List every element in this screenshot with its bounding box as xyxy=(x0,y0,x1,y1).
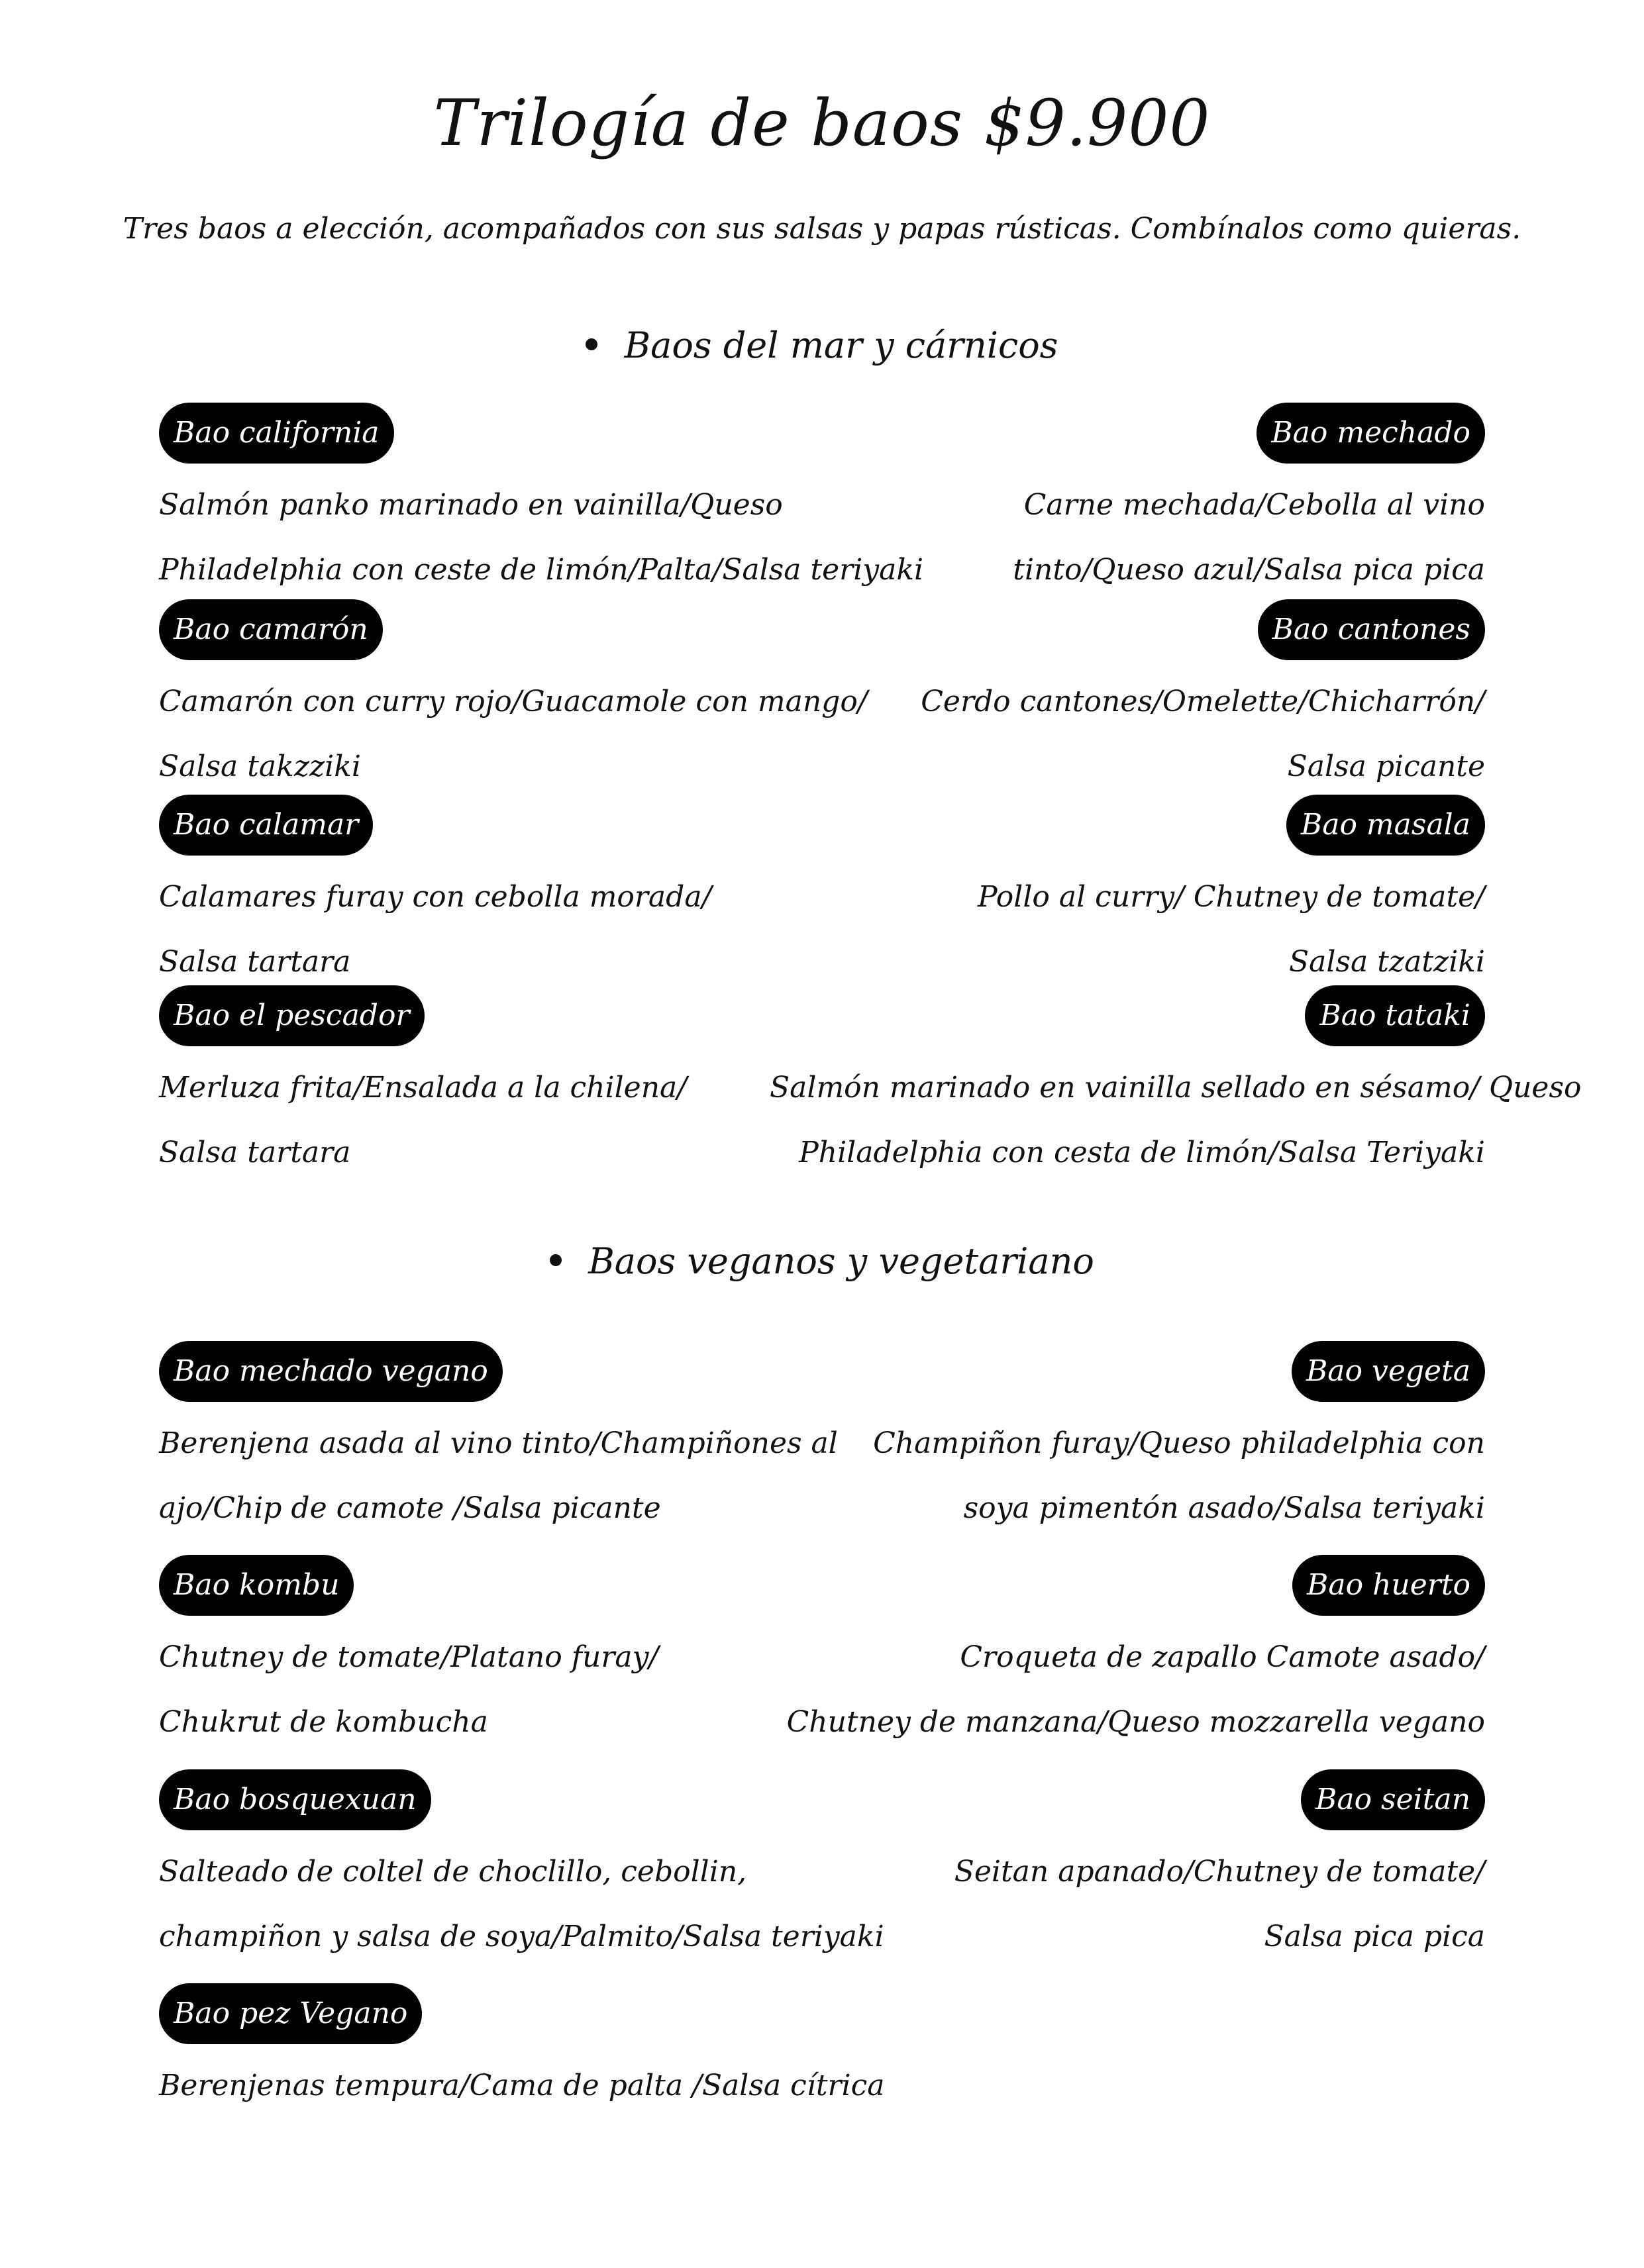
item-name-badge: Bao mechado xyxy=(1257,403,1485,464)
bullet-icon xyxy=(550,1254,562,1266)
description-line: Salsa takzziki xyxy=(159,750,361,783)
description-line: tinto/Queso azul/Salsa pica pica xyxy=(1013,553,1485,587)
description-line: Croqueta de zapallo Camote asado/ xyxy=(960,1640,1485,1674)
description-line: Chutney de manzana/Queso mozzarella vegano xyxy=(786,1705,1485,1739)
section-heading-label: Baos del mar y cárnicos xyxy=(624,324,1058,366)
description-line: Calamares furay con cebolla morada/ xyxy=(159,880,712,914)
description-line: Champiñon furay/Queso philadelphia con xyxy=(873,1426,1485,1460)
description-line: Pollo al curry/ Chutney de tomate/ xyxy=(977,880,1485,914)
item-description xyxy=(770,473,1485,603)
item-description xyxy=(770,1625,1485,1755)
item-description xyxy=(159,1411,874,1541)
description-line: Chutney de tomate/Platano furay/ xyxy=(159,1640,659,1674)
description-line: Salsa tartara xyxy=(159,945,351,979)
description-line: champiñon y salsa de soya/Palmito/Salsa teriyaki xyxy=(159,1920,884,1953)
description-line: Chukrut de kombucha xyxy=(159,1705,488,1739)
description-line: Berenjena asada al vino tinto/Champiñones al xyxy=(159,1426,838,1460)
description-line: Philadelphia con ceste de limón/Palta/Salsa teriyaki xyxy=(159,553,924,587)
item-name-badge: Bao pez Vegano xyxy=(159,1983,422,2044)
menu-item xyxy=(770,985,1582,1185)
description-line: Salsa tartara xyxy=(159,1136,351,1169)
item-name-badge: Bao huerto xyxy=(1292,1555,1485,1616)
description-line: Salsa pica pica xyxy=(1264,1920,1485,1953)
description-line: Salmón marinado en vainilla sellado en sésamo/ Queso xyxy=(770,1071,1582,1105)
bullet-icon xyxy=(586,338,597,350)
item-description xyxy=(159,473,924,603)
section-heading-label: Baos veganos y vegetariano xyxy=(588,1240,1094,1282)
menu-item xyxy=(770,795,1485,995)
description-line: Salteado de coltel de choclillo, cebollin, xyxy=(159,1855,747,1889)
menu-item xyxy=(159,1555,874,1755)
description-line: soya pimentón asado/Salsa teriyaki xyxy=(963,1491,1485,1525)
item-description xyxy=(770,669,1485,799)
item-name-badge: Bao calamar xyxy=(159,795,373,856)
item-description xyxy=(770,1411,1485,1541)
menu-item xyxy=(770,1555,1485,1755)
menu-item xyxy=(159,1983,885,2118)
item-name-badge: Bao cantones xyxy=(1258,599,1485,660)
page-title: Trilogía de baos $9.900 xyxy=(433,86,1211,160)
menu-item xyxy=(770,599,1485,799)
menu-item xyxy=(159,985,874,1185)
description-line: Salsa picante xyxy=(1287,750,1485,783)
menu-item xyxy=(159,599,874,799)
item-name-badge: Bao seitan xyxy=(1301,1769,1485,1830)
item-description xyxy=(770,1840,1485,1969)
item-description xyxy=(770,865,1485,995)
menu-item xyxy=(159,1341,874,1541)
page-subtitle: Tres baos a elección, acompañados con sus salsas y papas rústicas. Combínalos como quieras. xyxy=(123,212,1521,246)
item-description xyxy=(159,865,874,995)
item-name-badge: Bao bosquexuan xyxy=(159,1769,431,1830)
item-description xyxy=(159,1056,874,1185)
menu-item xyxy=(159,1769,884,1969)
description-line: Philadelphia con cesta de limón/Salsa Teriyaki xyxy=(799,1136,1485,1169)
item-name-badge: Bao el pescador xyxy=(159,985,425,1046)
item-name-badge: Bao camarón xyxy=(159,599,383,660)
section-heading-vegan xyxy=(0,1240,1644,1282)
item-name-badge: Bao kombu xyxy=(159,1555,354,1616)
menu-item xyxy=(159,403,924,603)
item-name-badge: Bao masala xyxy=(1286,795,1485,856)
item-description xyxy=(159,669,874,799)
item-description xyxy=(159,1840,884,1969)
menu-item xyxy=(159,795,874,995)
item-description xyxy=(159,2053,885,2118)
description-line: Seitan apanado/Chutney de tomate/ xyxy=(954,1855,1485,1889)
description-line: Berenjenas tempura/Cama de palta /Salsa cítrica xyxy=(159,2069,885,2102)
item-name-badge: Bao tataki xyxy=(1305,985,1485,1046)
menu-item xyxy=(770,403,1485,603)
item-name-badge: Bao mechado vegano xyxy=(159,1341,503,1402)
item-name-badge: Bao california xyxy=(159,403,394,464)
description-line: Salmón panko marinado en vainilla/Queso xyxy=(159,488,783,522)
description-line: Carne mechada/Cebolla al vino xyxy=(1023,488,1485,522)
item-description xyxy=(159,1625,874,1755)
description-line: Merluza frita/Ensalada a la chilena/ xyxy=(159,1071,688,1105)
menu-item xyxy=(770,1341,1485,1541)
description-line: Camarón con curry rojo/Guacamole con mango/ xyxy=(159,685,868,718)
item-description xyxy=(770,1056,1582,1185)
menu-item xyxy=(770,1769,1485,1969)
section-heading-meat xyxy=(0,324,1644,366)
description-line: ajo/Chip de camote /Salsa picante xyxy=(159,1491,661,1525)
item-name-badge: Bao vegeta xyxy=(1292,1341,1485,1402)
description-line: Cerdo cantones/Omelette/Chicharrón/ xyxy=(921,685,1485,718)
description-line: Salsa tzatziki xyxy=(1288,945,1485,979)
